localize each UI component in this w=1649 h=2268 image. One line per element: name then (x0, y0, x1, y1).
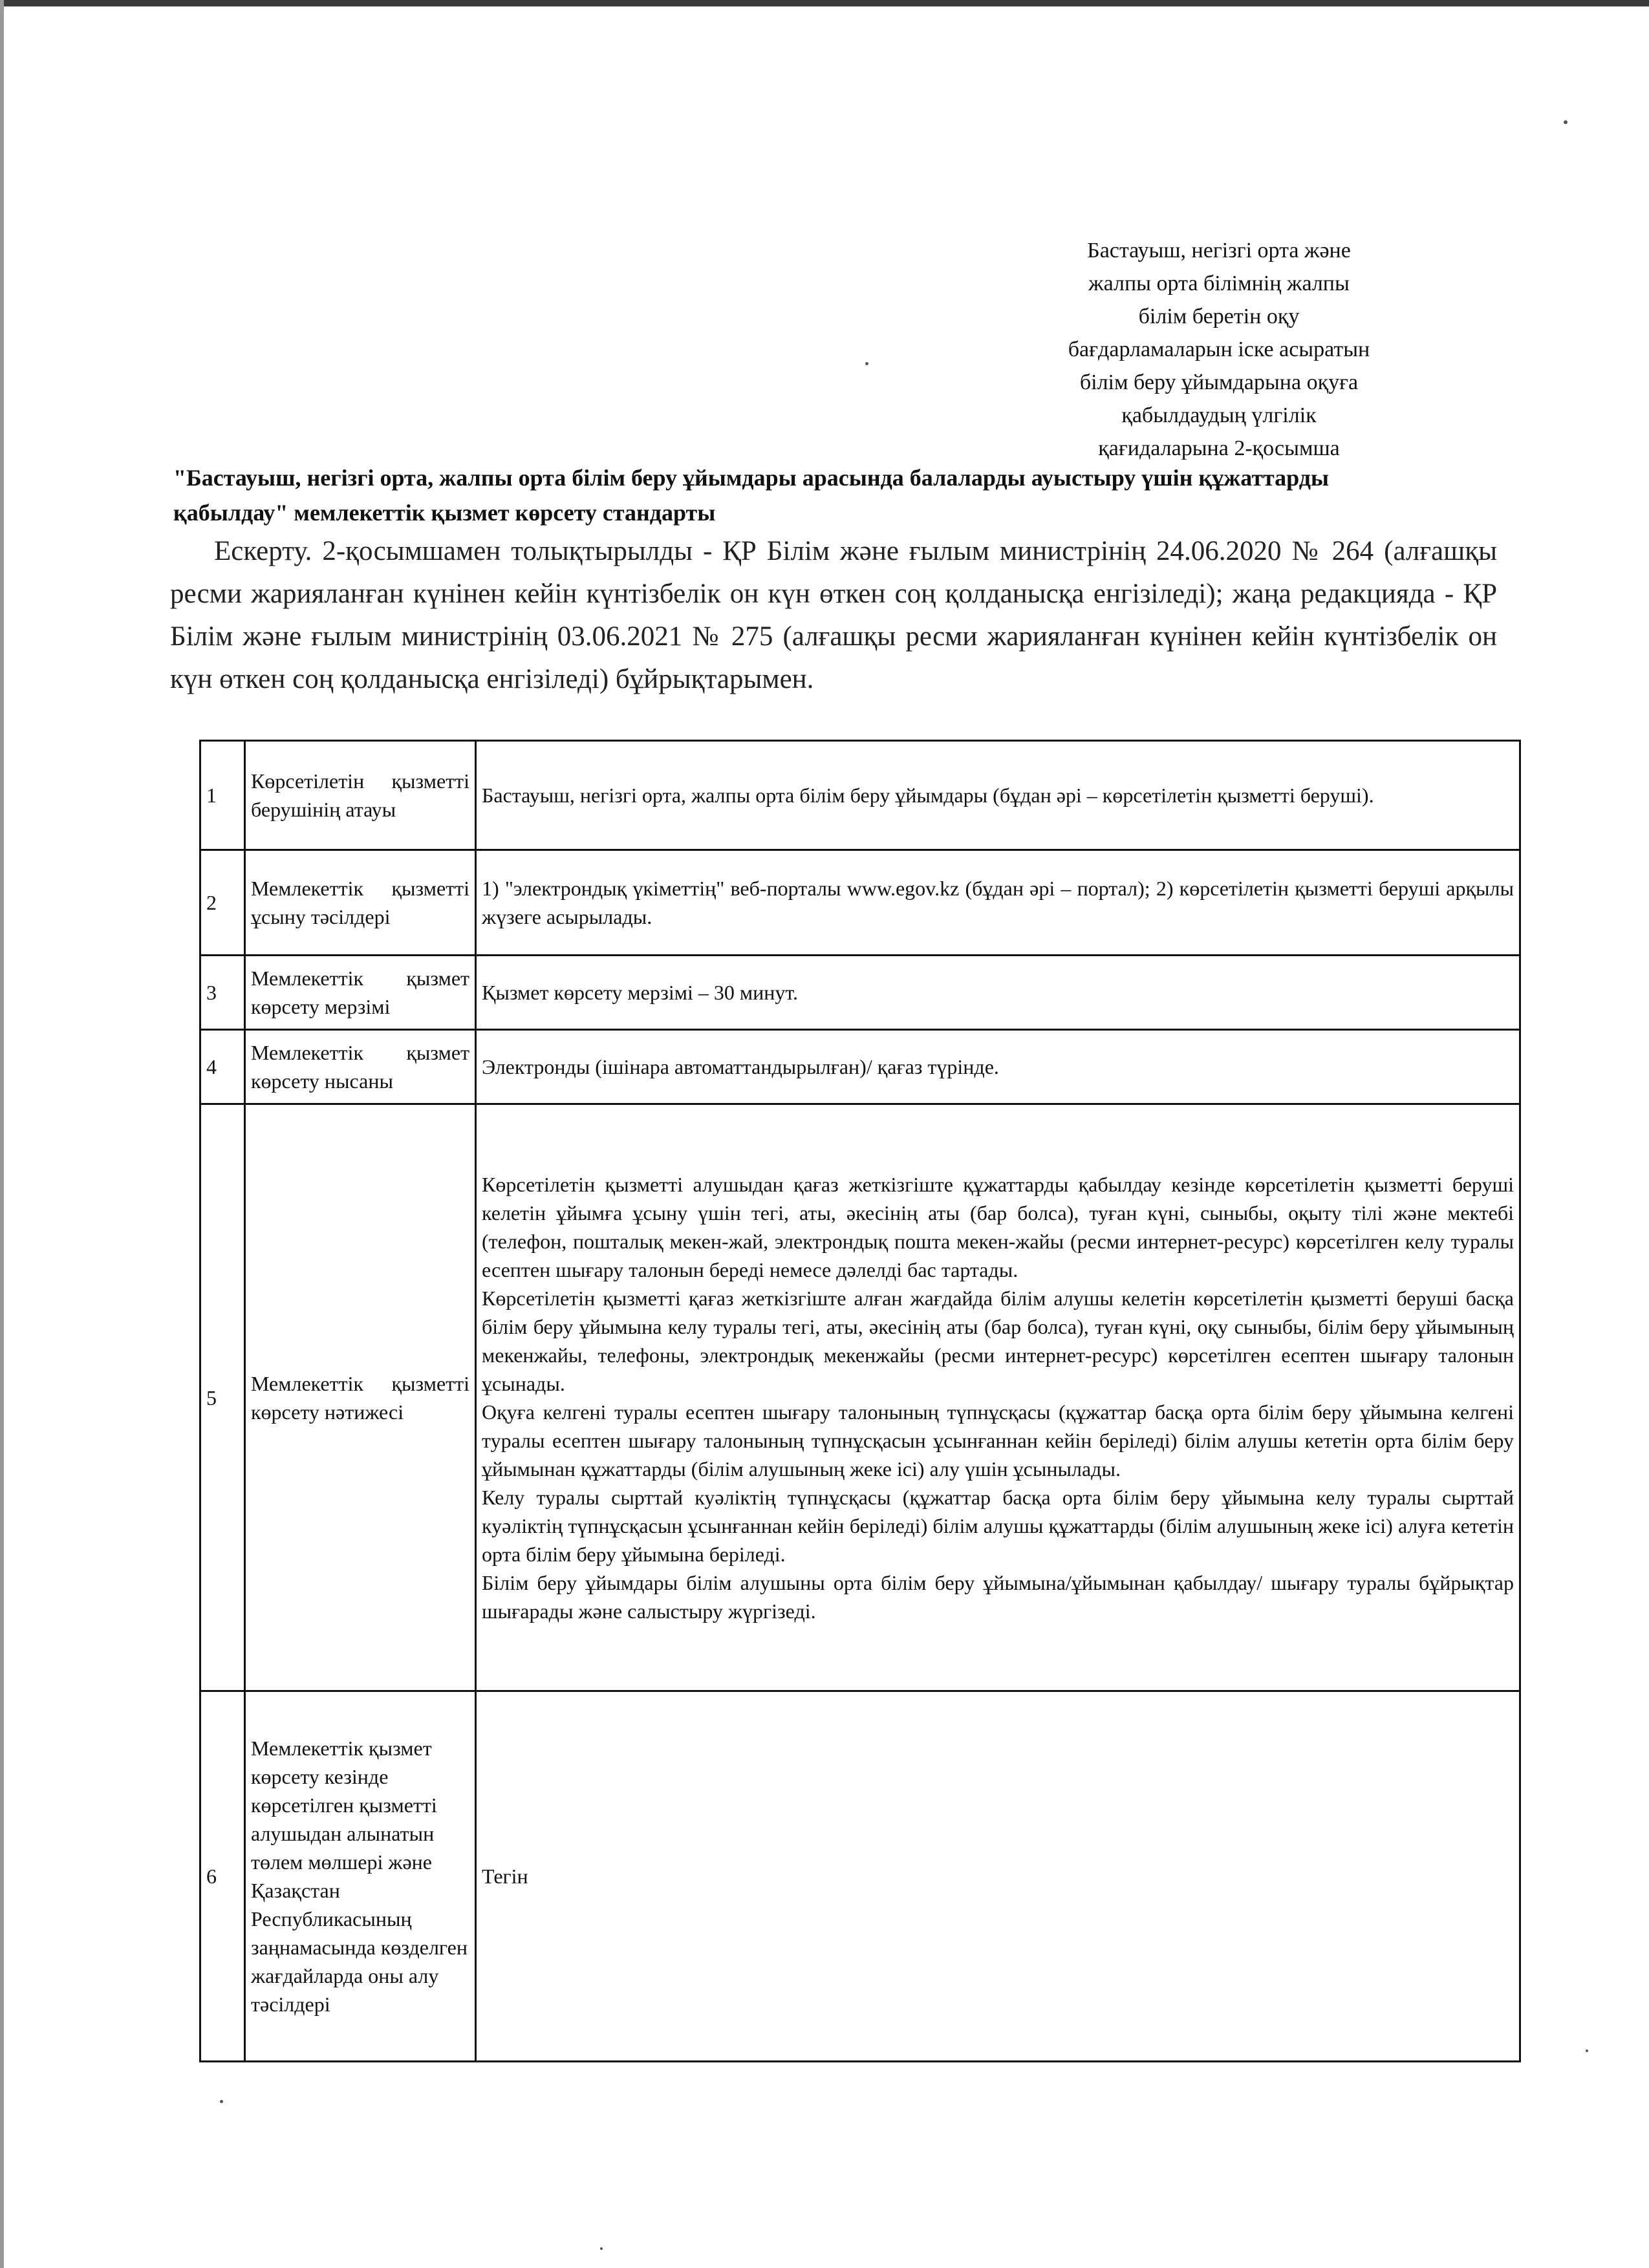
row-label: Мемлекеттік қызмет көрсету нысаны (245, 1030, 476, 1104)
table-row (200, 956, 1520, 1030)
row-value: Электронды (ішінара автоматтандырылған)/ қағаз түрінде. (476, 1030, 1520, 1104)
table-row (200, 741, 1520, 850)
scan-edge-left (0, 0, 4, 2268)
result-paragraph: Білім беру ұйымдары білім алушыны орта білім беру ұйымына/ұйымынан қабылдау/ шығару туралы бұйрықтар шығарады және салыстыру жүргізеді. (482, 1570, 1514, 1623)
row-label: Мемлекеттік қызметті ұсыну тәсілдері (245, 850, 476, 956)
appendix-header-line: Бастауыш, негізгі орта және (1087, 239, 1351, 262)
row-label: Мемлекеттік қызмет көрсету мерзімі (245, 956, 476, 1030)
row-number: 4 (200, 1030, 245, 1104)
row-number: 6 (200, 1691, 245, 2062)
appendix-header-line: қабылдаудың үлгілік (1121, 403, 1317, 427)
row-value: 1) "электрондық үкіметтің" веб-порталы www.egov.kz (бұдан әрі – портал); 2) көрсетілетін қызметті беруші арқылы жүзеге асырылады. (476, 850, 1520, 956)
row-label: Мемлекеттік қызмет көрсету кезінде көрсетілген қызметті алушыдан алынатын төлем мөлшері және Қазақстан Республикасының заңнамасында көзделген жағдайларда оны алу тәсілдері (245, 1691, 476, 2062)
service-standard-table (199, 740, 1521, 2062)
amendment-note-text: Ескерту. 2-қосымшамен толықтырылды - ҚР Білім және ғылым министрінің 24.06.2020 № 264 (алғашқы ресми жарияланған күнінен кейін күнтізбелік он күн өткен соң қолданысқа енгізіледі); жаңа редакцияда - ҚР Білім және ғылым министрінің 03.06.2021 № 275 (алғашқы ресми жарияланған күнінен кейін күнтізбелік он күн өткен соң қолданысқа енгізіледі) бұйрықтарымен. (170, 536, 1497, 694)
row-value (476, 1104, 1520, 1691)
result-paragraph: Көрсетілетін қызметті алушыдан қағаз жеткізгіште құжаттарды қабылдау кезінде көрсетілетін қызметті беруші келетін ұйымға ұсыну үшін тегі, аты, әкесінің аты (бар болса), туған күні, сыныбы, оқыту тілі және мектебі (телефон, пошталық мекен-жай, электрондық пошта мекен-жайы (ресми интернет-ресурс) көрсетілген келу туралы есептен шығару талонын береді немесе дәлелді бас тартады. (482, 1172, 1514, 1281)
amendment-note (170, 530, 1497, 701)
scan-speck (600, 2247, 603, 2250)
appendix-header-line: білім беру ұйымдарына оқуға (1079, 370, 1359, 394)
appendix-header-line: жалпы орта білімнің жалпы (1088, 272, 1350, 295)
row-label: Көрсетілетін қызметті берушінің атауы (245, 741, 476, 850)
row-value: Бастауыш, негізгі орта, жалпы орта білім беру ұйымдары (бұдан әрі – көрсетілетін қызметті беруші). (476, 741, 1520, 850)
row-label: Мемлекеттік қызметті көрсету нәтижесі (245, 1104, 476, 1691)
row-value: Қызмет көрсету мерзімі – 30 минут. (476, 956, 1520, 1030)
row-number: 5 (200, 1104, 245, 1691)
result-paragraph: Көрсетілетін қызметті қағаз жеткізгіште алған жағдайда білім алушы келетін көрсетілетін қызметті беруші басқа білім беру ұйымына келу туралы тегі, аты, әкесінің аты (бар болса), туған күні, оқу сыныбы, білім беру ұйымының мекенжайы, телефоны, электрондық мекенжайы (ресми интернет-ресурс) көрсетілген есептен шығару талонын ұсынады. (482, 1286, 1514, 1395)
table-row (200, 1104, 1520, 1691)
scan-speck (865, 362, 868, 365)
table-row (200, 1691, 1520, 2062)
table-row (200, 850, 1520, 956)
row-number: 2 (200, 850, 245, 956)
row-value: Тегін (476, 1691, 1520, 2062)
appendix-header-line: бағдарламаларын іске асыратын (1068, 337, 1370, 361)
scan-speck (220, 2100, 223, 2103)
appendix-header-line: қағидаларына 2-қосымша (1098, 436, 1340, 460)
result-paragraph: Оқуға келгені туралы есептен шығару талонының түпнұсқасы (құжаттар басқа орта білім беру ұйымына келгені туралы есептен шығару талонының түпнұсқасын ұсынғаннан кейін беріледі) білім алушы кететін орта білім беру ұйымынан құжаттарды (білім алушының жеке ісі) алу үшін ұсынылады. (482, 1400, 1514, 1481)
scan-edge-top (0, 0, 1649, 6)
document-title: "Бастауыш, негізгі орта, жалпы орта білім беру ұйымдары арасында балаларды ауыстыру үшін құжаттарды қабылдау" мемлекеттік қызмет көрсету стандарты (173, 465, 1330, 526)
row-number: 3 (200, 956, 245, 1030)
result-paragraph: Келу туралы сырттай куәліктің түпнұсқасы (құжаттар басқа орта білім беру ұйымына келу туралы сырттай куәліктің түпнұсқасын ұсынғаннан кейін беріледі) білім алушы құжаттарды (білім алушының жеке ісі) алуға кететін орта білім беру ұйымына беріледі. (482, 1485, 1514, 1566)
scan-speck (1586, 2049, 1588, 2052)
table-row (200, 1030, 1520, 1104)
appendix-header (1009, 234, 1429, 465)
scan-speck (1564, 120, 1568, 124)
row-number: 1 (200, 741, 245, 850)
appendix-header-line: білім беретін оқу (1138, 305, 1300, 328)
